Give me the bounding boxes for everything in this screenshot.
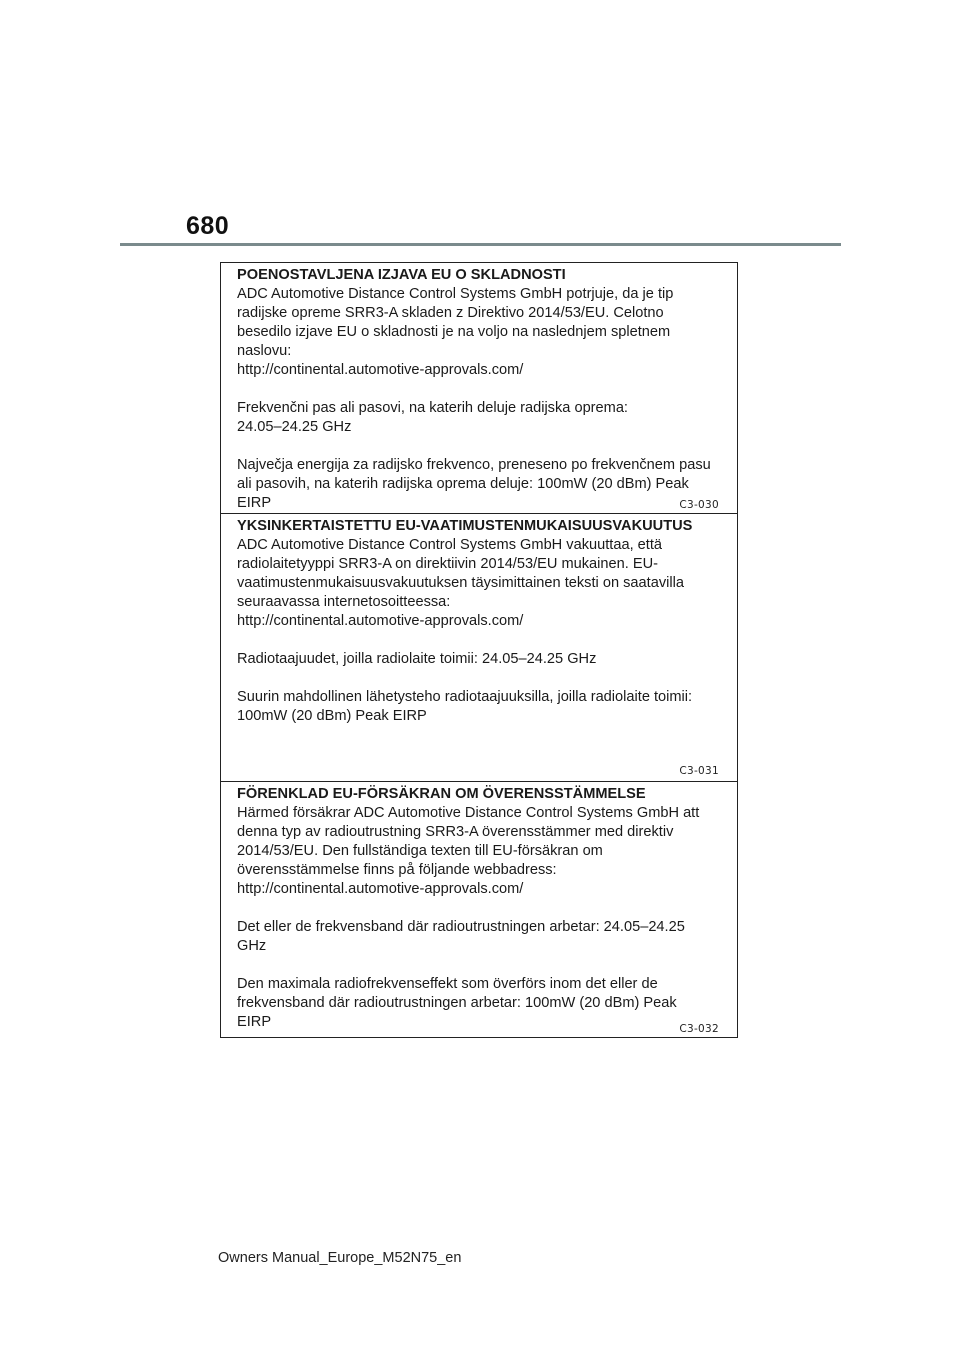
section-paragraph: Härmed försäkrar ADC Automotive Distance Control Systems GmbH att denna typ av radioutrustning SRR3-A överensstämmer med direktiv 2014/53/EU. Den fullständiga texten till EU-försäkran om överensstämmelse finns på följande webbadress: http://continental.automotive-approvals.com/ — [237, 805, 700, 897]
section-title: FÖRENKLAD EU-FÖRSÄKRAN OM ÖVERENSSTÄMMELSE — [237, 786, 646, 802]
declaration-section-swedish — [221, 782, 737, 1037]
page-footer: Owners Manual_Europe_M52N75_en — [218, 1250, 462, 1266]
section-paragraph: Suurin mahdollinen lähetysteho radiotaajuuksilla, joilla radiolaite toimii: 100mW (20 dBm) Peak EIRP — [237, 689, 693, 724]
section-paragraph: Det eller de frekvensband där radioutrustningen arbetar: 24.05–24.25 GHz — [237, 919, 685, 954]
section-paragraph: Največja energija za radijsko frekvenco, preneseno po frekvenčnem pasu ali pasovih, na katerih radijska oprema deluje: 100mW (20 dBm) Peak EIRP — [237, 457, 711, 511]
section-code: C3-030 — [679, 499, 719, 511]
section-code: C3-031 — [679, 765, 719, 777]
section-paragraph: Radiotaajuudet, joilla radiolaite toimii: 24.05–24.25 GHz — [237, 651, 597, 667]
page-number: 680 — [186, 212, 230, 240]
section-code: C3-032 — [679, 1023, 719, 1035]
section-title: YKSINKERTAISTETTU EU-VAATIMUSTENMUKAISUUSVAKUUTUS — [237, 518, 693, 534]
declaration-box — [220, 262, 738, 1038]
header-rule — [120, 243, 841, 246]
section-paragraph: Frekvenčni pas ali pasovi, na katerih deluje radijska oprema: 24.05–24.25 GHz — [237, 400, 628, 435]
section-paragraph: ADC Automotive Distance Control Systems GmbH potrjuje, da je tip radijske opreme SRR3-A skladen z Direktivo 2014/53/EU. Celotno besedilo izjave EU o skladnosti je na voljo na naslednjem spletnem naslovu: http://continental.automotive-approvals.com/ — [237, 286, 674, 378]
declaration-section-finnish — [221, 514, 737, 781]
section-paragraph: ADC Automotive Distance Control Systems GmbH vakuuttaa, että radiolaitetyyppi SRR3-A on direktiivin 2014/53/EU mukainen. EU- vaatimustenmukaisuusvakuutuksen täysimittainen teksti on saatavilla seuraavassa internetosoitteessa: http://continental.automotive-approvals.com/ — [237, 537, 684, 629]
declaration-section-slovenian — [221, 263, 737, 513]
section-title: POENOSTAVLJENA IZJAVA EU O SKLADNOSTI — [237, 267, 566, 283]
section-paragraph: Den maximala radiofrekvenseffekt som överförs inom det eller de frekvensband där radioutrustningen arbetar: 100mW (20 dBm) Peak EIRP — [237, 976, 677, 1030]
